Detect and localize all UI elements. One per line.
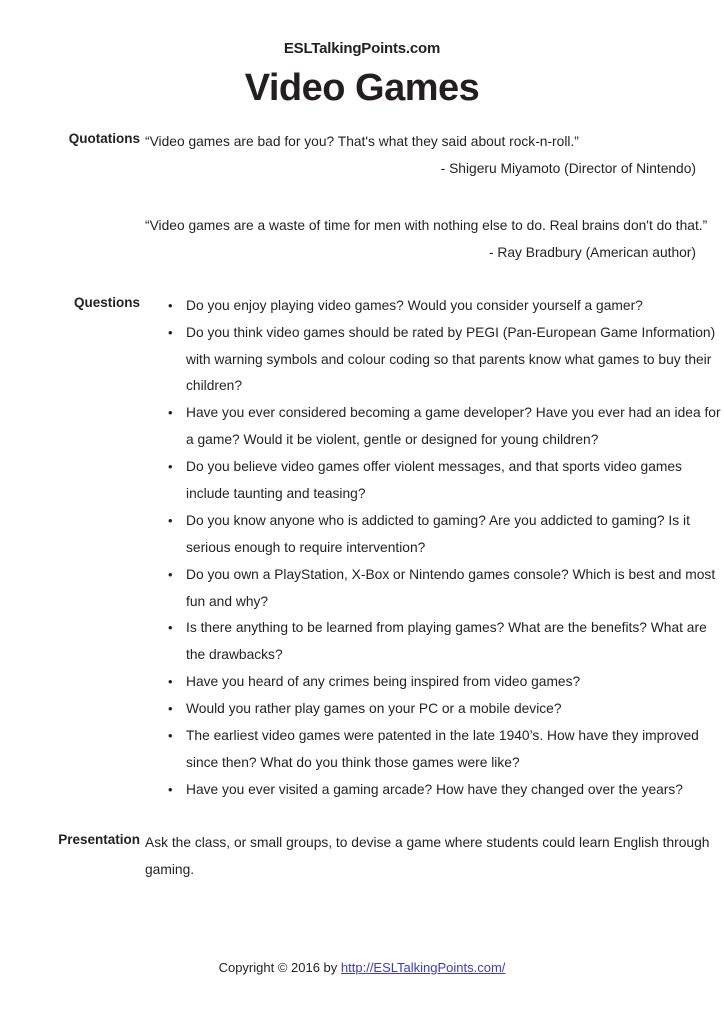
quote-text: “Video games are a waste of time for men with nothing else to do. Real brains don't do that.” [145,217,708,233]
list-item [145,615,724,669]
list-item [145,400,724,454]
questions-section [0,293,724,804]
bullet-icon: • [168,297,173,313]
question-text: Do you enjoy playing video games? Would you consider yourself a gamer? [186,297,643,313]
bullet-icon: • [168,620,173,636]
footer [0,959,724,977]
bullet-icon: • [168,781,173,797]
question-text: Have you ever considered becoming a game developer? Have you ever had an idea for a game? Would it be violent, gentle or designed for young children? [186,405,721,448]
website-link[interactable]: http://ESLTalkingPoints.com/ [340,959,506,975]
bullet-icon: • [168,324,173,340]
bullet-icon: • [168,512,173,528]
list-item [145,777,724,804]
list-item [145,454,724,508]
presentation-body [140,830,724,884]
bullet-icon: • [168,674,173,690]
page-title: Video Games [244,66,480,109]
bullet-icon: • [168,405,173,421]
list-item [145,696,724,723]
quote-spacer [145,183,724,213]
questions-label: Questions [73,294,140,310]
bullet-icon: • [168,728,173,743]
question-text: Have you heard of any crimes being inspired from video games? [186,674,581,690]
question-text: Do you know anyone who is addicted to gaming? Are you addicted to gaming? Is it serious enough to require intervention? [186,512,690,555]
quotations-section [0,129,724,267]
presentation-text: Ask the class, or small groups, to devise a game where students could learn English through gaming. [145,834,710,877]
question-text: Do you own a PlayStation, X-Box or Nintendo games console? Which is best and most fun and why? [186,566,716,609]
question-text: Would you rather play games on your PC or a mobile device? [186,701,562,717]
site-name: ESLTalkingPoints.com [283,40,441,57]
copyright-text: Copyright © 2016 by [218,959,341,975]
presentation-label: Presentation [58,831,140,847]
quotations-body [140,129,724,267]
bullet-icon: • [168,566,173,582]
list-item [145,508,724,562]
quotations-label: Quotations [68,131,140,147]
list-item [145,723,724,777]
list-item [145,669,724,696]
presentation-section [0,830,724,884]
question-text: The earliest video games were patented in the late 1940’s. How have they improved since then? What do you think those games were like? [186,728,699,770]
questions-list [145,293,724,804]
question-text: Do you believe video games offer violent messages, and that sports video games include taunting and teasing? [186,459,682,501]
quote-attribution: - Shigeru Miyamoto (Director of Nintendo) [440,161,696,177]
list-item [145,293,724,320]
quote-attribution: - Ray Bradbury (American author) [488,244,696,260]
quote-text: “Video games are bad for you? That's what they said about rock-n-roll.” [145,134,579,150]
question-text: Do you think video games should be rated by PEGI (Pan-European Game Information) with warning symbols and colour coding so that parents know what games to buy their children? [186,324,716,394]
list-item [145,320,724,401]
bullet-icon: • [168,459,173,475]
questions-body [140,293,724,804]
question-text: Have you ever visited a gaming arcade? How have they changed over the years? [186,781,683,797]
bullet-icon: • [168,701,173,717]
list-item [145,562,724,616]
question-text: Is there anything to be learned from playing games? What are the benefits? What are the drawbacks? [186,620,707,663]
